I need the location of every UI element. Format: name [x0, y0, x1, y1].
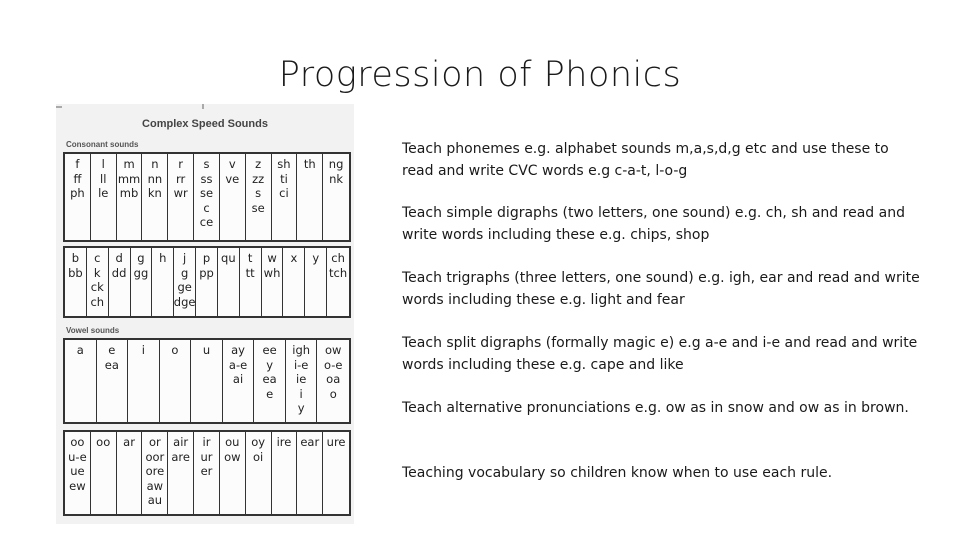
grapheme: ie — [296, 372, 307, 386]
grapheme: s — [203, 157, 210, 171]
sound-cell — [323, 154, 349, 240]
grapheme: d — [115, 251, 123, 265]
grapheme: b — [71, 251, 80, 265]
sound-cell — [240, 248, 262, 316]
grapheme: ur — [200, 449, 213, 464]
grapheme: i — [141, 343, 145, 357]
sound-cell — [152, 248, 174, 316]
grapheme: y — [266, 357, 273, 372]
grapheme: g — [180, 265, 189, 280]
chart-corner-mark — [202, 104, 204, 109]
grapheme: tch — [329, 265, 348, 280]
sound-cell — [160, 340, 192, 422]
teaching-point-trigraphs: Teach trigraphs (three letters, one sound) e.g. igh, ear and read and write words including these e.g. light and fear — [402, 270, 920, 308]
grapheme: kn — [147, 186, 162, 200]
grapheme: v — [228, 157, 236, 171]
grapheme: oo — [96, 435, 111, 449]
grapheme: th — [303, 157, 316, 171]
sound-cell — [91, 154, 117, 240]
grapheme: air — [173, 435, 189, 449]
grapheme: ti — [280, 171, 288, 186]
sound-cell — [194, 154, 220, 240]
grapheme: c — [94, 251, 101, 265]
grapheme: x — [290, 251, 298, 265]
sound-cell — [168, 154, 194, 240]
sound-cell — [91, 432, 117, 514]
grapheme: p — [202, 251, 211, 265]
sound-cell — [323, 432, 349, 514]
grapheme: f — [75, 157, 80, 171]
teaching-point-phonemes: Teach phonemes e.g. alphabet sounds m,a,s,d,g etc and use these to read and write CVC words e.g c-a-t, l-o-g — [402, 141, 889, 179]
teaching-point-split-digraphs: Teach split digraphs (formally magic e) e.g a-e and i-e and read and write words including these e.g. cape and like — [402, 335, 918, 373]
grapheme: oor — [145, 449, 165, 464]
grapheme: ee — [262, 343, 277, 357]
consonant-grid-row1 — [63, 152, 351, 242]
grapheme: o — [171, 343, 179, 357]
sound-cell — [142, 154, 168, 240]
sound-cell — [223, 340, 255, 422]
sound-cell — [117, 154, 143, 240]
sound-cell — [174, 248, 196, 316]
sound-cell — [65, 248, 87, 316]
consonant-grid-row2 — [63, 246, 351, 318]
grapheme: or — [148, 435, 161, 449]
grapheme: r — [178, 157, 184, 171]
sound-cell — [109, 248, 131, 316]
grapheme: ci — [279, 186, 289, 200]
grapheme: oy — [251, 435, 266, 449]
teaching-point-vocabulary: Teaching vocabulary so children know when to use each rule. — [402, 465, 833, 481]
grapheme: nn — [147, 171, 163, 186]
grapheme: tt — [245, 265, 255, 280]
grapheme: l — [101, 157, 105, 171]
grapheme: nk — [329, 171, 344, 186]
sound-cell — [286, 340, 318, 422]
sound-cell — [117, 432, 143, 514]
sound-cell — [196, 248, 218, 316]
grapheme: c — [203, 200, 210, 215]
vowel-grid-row1 — [63, 338, 351, 424]
grapheme: ire — [276, 435, 292, 449]
grapheme: ou — [225, 435, 240, 449]
grapheme: ue — [70, 464, 85, 478]
sound-cell — [220, 154, 246, 240]
grapheme: se — [199, 186, 214, 200]
grapheme: ge — [177, 280, 192, 294]
consonant-sounds-label: Consonant sounds — [66, 140, 139, 149]
grapheme: ss — [200, 171, 213, 186]
grapheme: gg — [133, 265, 149, 280]
teaching-point-digraphs: Teach simple digraphs (two letters, one sound) e.g. ch, sh and read and write words including these e.g. chips, shop — [402, 205, 905, 243]
grapheme: y — [312, 251, 320, 265]
sound-cell — [131, 248, 153, 316]
grapheme: a — [76, 343, 84, 357]
grapheme: ph — [70, 186, 85, 200]
sound-cell — [254, 340, 286, 422]
sound-cell — [272, 154, 298, 240]
grapheme: ck — [90, 280, 104, 294]
grapheme: pp — [199, 265, 214, 280]
grapheme: ar — [123, 435, 135, 449]
grapheme: se — [251, 200, 265, 215]
sound-cell — [246, 432, 272, 514]
grapheme: i-e — [293, 357, 309, 372]
grapheme: z — [255, 157, 262, 171]
grapheme: ow — [224, 449, 241, 464]
grapheme: ea — [104, 357, 119, 372]
grapheme: le — [98, 186, 109, 200]
sound-cell — [297, 432, 323, 514]
grapheme: o — [329, 386, 337, 401]
grapheme: ce — [199, 215, 214, 229]
grapheme: i — [299, 386, 303, 401]
grapheme: ea — [262, 372, 277, 386]
grapheme: wr — [173, 186, 188, 200]
sound-cell — [220, 432, 246, 514]
sound-cell — [305, 248, 327, 316]
grapheme: u — [202, 343, 211, 357]
sound-cell — [65, 340, 97, 422]
grapheme: u-e — [68, 449, 87, 464]
sound-cell — [327, 248, 349, 316]
grapheme: ai — [232, 372, 244, 386]
sound-cell — [128, 340, 160, 422]
grapheme: er — [200, 464, 213, 478]
sound-cell — [283, 248, 305, 316]
grapheme: ve — [225, 171, 240, 186]
vowel-sounds-label: Vowel sounds — [66, 326, 120, 335]
grapheme: o-e — [323, 357, 343, 372]
grapheme: y — [297, 401, 305, 415]
speed-sounds-chart — [56, 104, 354, 524]
grapheme: n — [151, 157, 159, 171]
vowel-grid-row2 — [63, 430, 351, 516]
grapheme: dge — [174, 294, 196, 309]
chart-heading: Complex Speed Sounds — [142, 118, 268, 130]
grapheme: ear — [300, 435, 320, 449]
grapheme: a-e — [228, 357, 248, 372]
sound-cell — [168, 432, 194, 514]
grapheme: j — [183, 251, 187, 265]
grapheme: sh — [277, 157, 291, 171]
sound-cell — [65, 154, 91, 240]
grapheme: aw — [146, 478, 164, 493]
sound-cell — [65, 432, 91, 514]
sound-cell — [297, 154, 323, 240]
sound-cell — [272, 432, 298, 514]
sound-cell — [218, 248, 240, 316]
grapheme: rr — [176, 171, 186, 186]
sound-cell — [87, 248, 109, 316]
grapheme: w — [267, 251, 277, 265]
grapheme: wh — [263, 265, 281, 280]
sound-cell — [317, 340, 349, 422]
grapheme: e — [108, 343, 116, 357]
grapheme: oo — [70, 435, 85, 449]
sound-cell — [97, 340, 129, 422]
grapheme: dd — [111, 265, 127, 280]
sound-cell — [194, 432, 220, 514]
grapheme: s — [255, 186, 262, 200]
grapheme: ch — [331, 251, 345, 265]
grapheme: ay — [231, 343, 245, 357]
grapheme: oi — [253, 449, 264, 464]
teaching-point-alternatives: Teach alternative pronunciations e.g. ow as in snow and ow as in brown. — [402, 400, 909, 416]
grapheme: ow — [324, 343, 342, 357]
grapheme: e — [266, 386, 274, 401]
grapheme: mm — [117, 171, 141, 186]
grapheme: ng — [328, 157, 344, 171]
grapheme: k — [93, 265, 101, 280]
grapheme: bb — [68, 265, 83, 280]
grapheme: qu — [221, 251, 236, 265]
grapheme: ew — [69, 478, 86, 493]
sound-cell — [191, 340, 223, 422]
sound-cell — [246, 154, 272, 240]
grapheme: ir — [202, 435, 211, 449]
grapheme: t — [247, 251, 253, 265]
grapheme: mb — [119, 186, 139, 200]
grapheme: ff — [73, 171, 82, 186]
grapheme: zz — [252, 171, 265, 186]
grapheme: h — [159, 251, 167, 265]
sound-cell — [142, 432, 168, 514]
sound-cell — [262, 248, 284, 316]
grapheme: are — [171, 449, 190, 464]
grapheme: oa — [326, 372, 341, 386]
grapheme: au — [147, 493, 163, 507]
grapheme: ll — [100, 171, 107, 186]
slide-title: Progression of Phonics — [278, 55, 682, 95]
grapheme: igh — [292, 343, 311, 357]
grapheme: ore — [145, 464, 165, 478]
grapheme: m — [123, 157, 135, 171]
chart-corner-mark — [56, 106, 62, 108]
grapheme: g — [137, 251, 145, 265]
grapheme: ure — [326, 435, 346, 449]
grapheme: ch — [90, 294, 105, 309]
